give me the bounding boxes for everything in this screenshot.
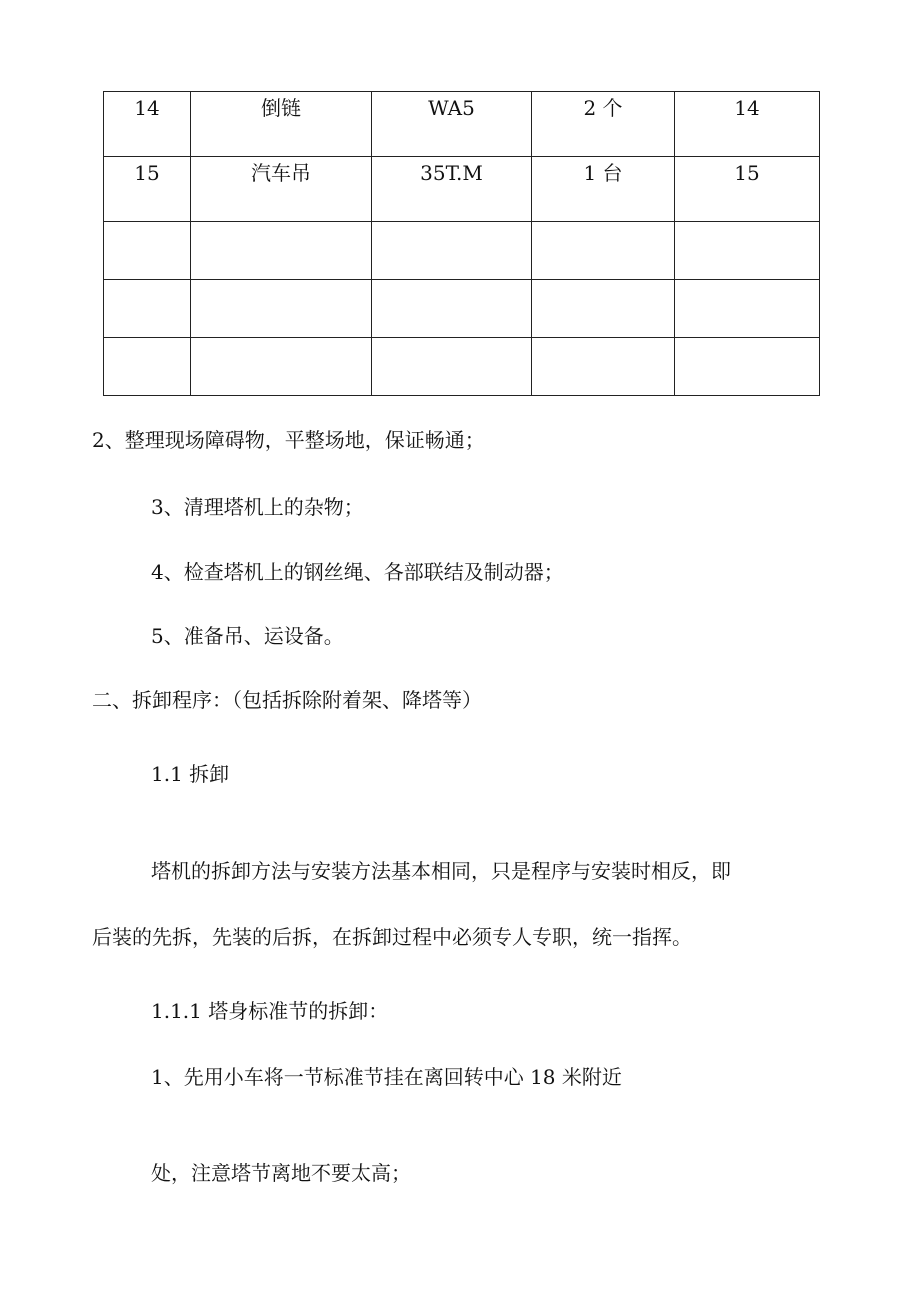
table-row	[104, 222, 820, 280]
cell-quantity	[532, 338, 675, 396]
cell-name: 汽车吊	[191, 157, 372, 222]
cell-seq: 15	[104, 157, 191, 222]
cell-note	[675, 280, 820, 338]
cell-seq	[104, 338, 191, 396]
cell-note	[675, 338, 820, 396]
subsection-heading: 1.1 拆卸	[151, 762, 230, 786]
cell-name	[191, 280, 372, 338]
prep-step-2: 2、整理现场障碍物，平整场地，保证畅通；	[92, 428, 485, 452]
cell-quantity	[532, 222, 675, 280]
cell-seq	[104, 222, 191, 280]
cell-name	[191, 222, 372, 280]
table-row	[104, 92, 820, 157]
cell-note: 15	[675, 157, 820, 222]
table-row	[104, 338, 820, 396]
cell-quantity	[532, 280, 675, 338]
table-row	[104, 157, 820, 222]
table-row	[104, 280, 820, 338]
subsubsection-heading: 1.1.1 塔身标准节的拆卸：	[151, 999, 389, 1023]
cell-model	[372, 222, 532, 280]
cell-model: WA5	[372, 92, 532, 157]
cell-quantity: 2 个	[532, 92, 675, 157]
cell-name	[191, 338, 372, 396]
section-heading: 二、拆卸程序：（包括拆除附着架、降塔等）	[92, 688, 482, 712]
cell-seq: 14	[104, 92, 191, 157]
cell-model: 35T.M	[372, 157, 532, 222]
cell-note	[675, 222, 820, 280]
cell-quantity: 1 台	[532, 157, 675, 222]
prep-step-3: 3、清理塔机上的杂物；	[151, 495, 364, 519]
cell-model	[372, 338, 532, 396]
prep-step-4: 4、检查塔机上的钢丝绳、各部联结及制动器；	[151, 560, 564, 584]
cell-name: 倒链	[191, 92, 372, 157]
equipment-table	[103, 91, 820, 396]
cell-note: 14	[675, 92, 820, 157]
body-paragraph-line: 塔机的拆卸方法与安装方法基本相同，只是程序与安装时相反，即	[151, 859, 731, 883]
body-paragraph-line: 后装的先拆，先装的后拆，在拆卸过程中必须专人专职，统一指挥。	[92, 925, 692, 949]
prep-step-5: 5、准备吊、运设备。	[151, 624, 344, 648]
cell-seq	[104, 280, 191, 338]
dismantle-step-1-continued: 处，注意塔节离地不要太高；	[151, 1161, 411, 1185]
dismantle-step-1: 1、先用小车将一节标准节挂在离回转中心 18 米附近	[151, 1065, 622, 1089]
cell-model	[372, 280, 532, 338]
